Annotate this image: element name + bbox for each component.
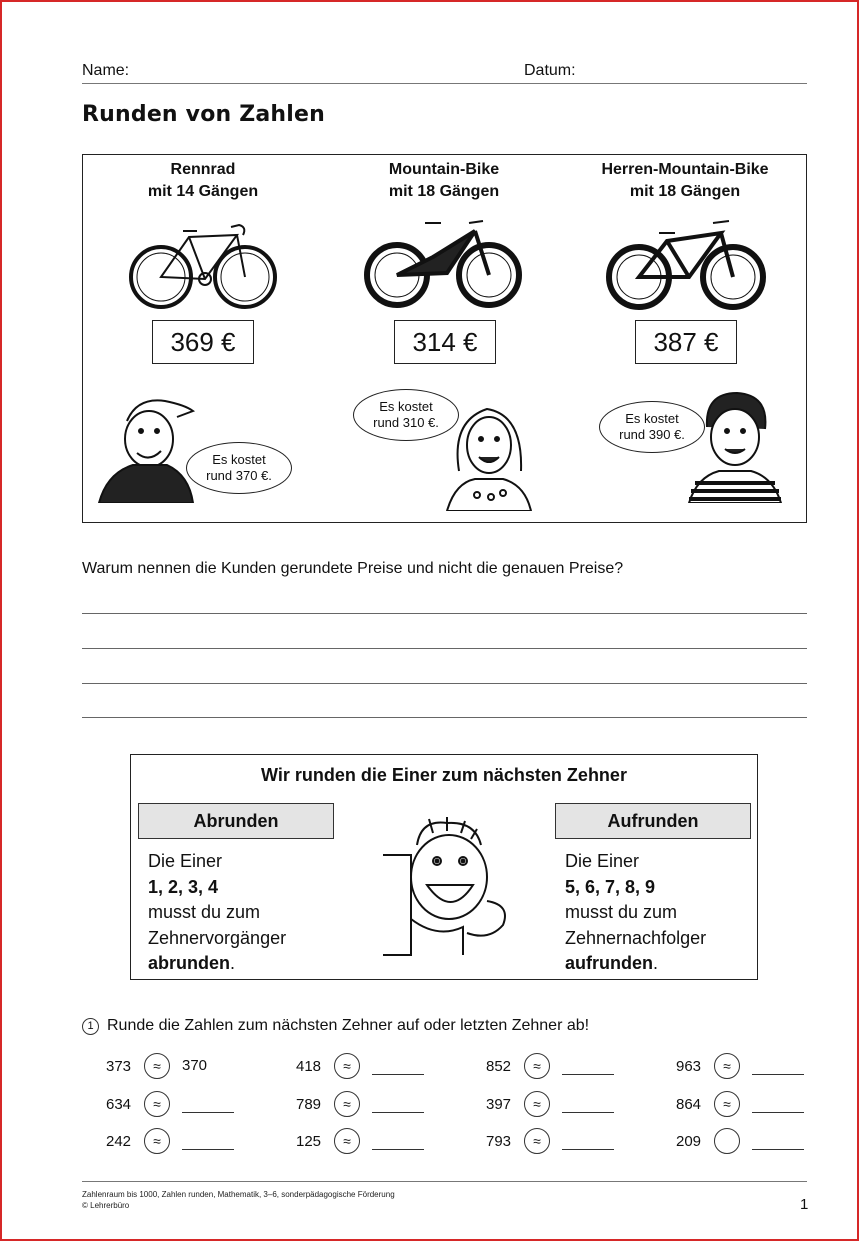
exercise-number: 125	[296, 1132, 322, 1150]
task-number-icon: 1	[82, 1018, 99, 1035]
answer-blank[interactable]	[562, 1096, 614, 1113]
approx-sign-icon: ≈	[144, 1053, 170, 1079]
name-label: Name:	[82, 62, 130, 79]
exercise-number: 209	[676, 1132, 702, 1150]
page-number: 1	[800, 1196, 809, 1213]
answer-blank[interactable]: 370	[182, 1057, 208, 1074]
bike-panel	[82, 154, 807, 523]
rounding-exercise	[486, 1128, 614, 1154]
question-text: Warum nennen die Kunden gerundete Preise und nicht die genauen Preise?	[82, 560, 624, 577]
answer-line[interactable]	[82, 648, 807, 649]
exercise-number: 864	[676, 1095, 702, 1113]
exercise-number: 373	[106, 1057, 132, 1075]
rule-digits: 1, 2, 3, 4	[148, 876, 219, 897]
exercise-number: 418	[296, 1057, 322, 1075]
speech-line2: rund 370 €.	[206, 468, 272, 483]
round-down-text	[148, 849, 286, 977]
approx-sign-icon: ≈	[524, 1053, 550, 1079]
footer-line1: Zahlenraum bis 1000, Zahlen runden, Mathematik, 3–6, sonderpädagogische Förderung	[82, 1190, 395, 1199]
exercise-number: 852	[486, 1057, 512, 1075]
bike-name-line2: mit 18 Gängen	[388, 183, 500, 200]
boy-with-cap-illustration	[97, 391, 197, 503]
answer-blank[interactable]	[182, 1096, 234, 1113]
speech-bubble-men-mountain	[599, 401, 705, 453]
approx-sign-icon: ≈	[334, 1091, 360, 1117]
rule-title: Wir runden die Einer zum nächsten Zehner	[261, 765, 627, 785]
answer-blank[interactable]	[182, 1133, 234, 1150]
name-date-line	[82, 83, 807, 84]
footer-line	[82, 1181, 807, 1182]
approx-sign-icon	[714, 1128, 740, 1154]
men-mountain-bike-illustration	[605, 215, 767, 311]
mountain-bike-illustration	[363, 217, 525, 311]
rounding-rule-box	[130, 754, 758, 980]
exercise-number: 793	[486, 1132, 512, 1150]
rule-line: musst du zum	[565, 902, 678, 922]
approx-sign-icon: ≈	[144, 1091, 170, 1117]
approx-sign-icon: ≈	[524, 1128, 550, 1154]
bike-column-men-mountain	[565, 159, 805, 203]
rounding-exercise	[676, 1053, 804, 1079]
approx-sign-icon: ≈	[144, 1128, 170, 1154]
rounding-exercise	[296, 1091, 424, 1117]
footer-credits	[82, 1189, 395, 1211]
rule-line: Zehnervorgänger	[148, 927, 287, 948]
rule-line: Die Einer	[565, 851, 640, 871]
price-tag-men-mountain: 387 €	[635, 320, 737, 364]
round-up-heading: Aufrunden	[555, 803, 751, 839]
speech-line1: Es kostet	[379, 399, 433, 414]
bike-column-road	[83, 159, 323, 203]
answer-blank[interactable]	[752, 1096, 804, 1113]
speech-bubble-road	[186, 442, 292, 494]
round-up-text	[565, 849, 706, 977]
exercise-number: 789	[296, 1095, 322, 1113]
bike-column-mountain	[324, 159, 564, 203]
speech-line2: rund 310 €.	[373, 415, 439, 430]
rounding-exercise	[296, 1128, 424, 1154]
rule-line: Zehnernachfolger	[565, 927, 707, 948]
answer-blank[interactable]	[752, 1133, 804, 1150]
task-instruction-text: Runde die Zahlen zum nächsten Zehner auf oder letzten Zehner ab!	[107, 1017, 590, 1034]
rule-dot: .	[230, 953, 236, 973]
speech-line1: Es kostet	[625, 411, 679, 426]
laughing-kid-illustration	[377, 815, 517, 961]
rule-dot: .	[653, 953, 659, 973]
date-label: Datum:	[524, 62, 576, 79]
speech-bubble-mountain	[353, 389, 459, 441]
approx-sign-icon: ≈	[714, 1053, 740, 1079]
round-down-heading: Abrunden	[138, 803, 334, 839]
rounding-exercise	[106, 1091, 234, 1117]
bike-name-line1: Rennrad	[170, 161, 236, 178]
price-tag-mountain: 314 €	[394, 320, 496, 364]
answer-blank[interactable]	[372, 1133, 424, 1150]
answer-blank[interactable]	[372, 1096, 424, 1113]
approx-sign-icon: ≈	[714, 1091, 740, 1117]
rule-digits: 5, 6, 7, 8, 9	[565, 876, 656, 897]
answer-line[interactable]	[82, 613, 807, 614]
exercise-number: 963	[676, 1057, 702, 1075]
page-title: Runden von Zahlen	[82, 102, 326, 127]
rounding-exercise	[106, 1128, 234, 1154]
rounding-exercise	[486, 1053, 614, 1079]
answer-blank[interactable]	[562, 1058, 614, 1075]
road-bike-illustration	[127, 215, 279, 311]
footer-line2: © Lehrerbüro	[82, 1201, 130, 1210]
bike-name-line2: mit 18 Gängen	[629, 183, 741, 200]
bike-name-line1: Mountain-Bike	[388, 161, 500, 178]
answer-line[interactable]	[82, 683, 807, 684]
exercise-number: 397	[486, 1095, 512, 1113]
rounding-exercise	[676, 1128, 804, 1154]
rule-verb: aufrunden	[565, 953, 653, 973]
bike-name-line2: mit 14 Gängen	[147, 183, 259, 200]
exercise-number: 242	[106, 1132, 132, 1150]
rule-verb: abrunden	[148, 953, 231, 973]
answer-blank[interactable]	[752, 1058, 804, 1075]
exercise-number: 634	[106, 1095, 132, 1113]
rounding-exercise	[676, 1091, 804, 1117]
rule-line: musst du zum	[148, 902, 261, 922]
rule-line: Die Einer	[148, 851, 223, 871]
curly-haired-boy-illustration	[685, 387, 785, 503]
bike-name-line1: Herren-Mountain-Bike	[601, 161, 769, 178]
speech-line2: rund 390 €.	[619, 427, 685, 442]
approx-sign-icon: ≈	[334, 1128, 360, 1154]
answer-blank[interactable]	[372, 1058, 424, 1075]
price-tag-road: 369 €	[152, 320, 254, 364]
rounding-exercise	[296, 1053, 424, 1079]
answer-line[interactable]	[82, 717, 807, 718]
rounding-exercise	[106, 1053, 234, 1079]
approx-sign-icon: ≈	[524, 1091, 550, 1117]
speech-line1: Es kostet	[212, 452, 266, 467]
task-instruction	[82, 1017, 589, 1035]
approx-sign-icon: ≈	[334, 1053, 360, 1079]
answer-blank[interactable]	[562, 1133, 614, 1150]
rounding-exercise	[486, 1091, 614, 1117]
